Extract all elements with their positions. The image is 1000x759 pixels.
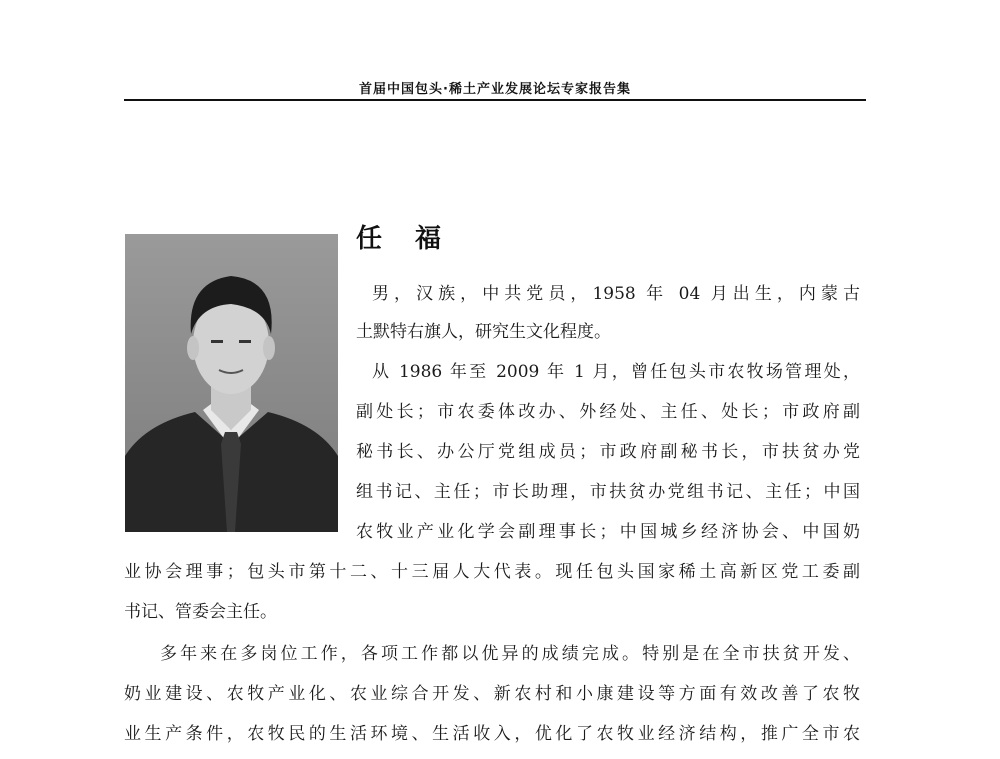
header-rule	[124, 99, 866, 101]
bio-line: 多年来在多岗位工作，各项工作都以优异的成绩完成。特别是在全市扶贫开发、	[160, 644, 860, 664]
person-name: 任 福	[356, 224, 454, 254]
bio-line: 副处长；市农委体改办、外经处、主任、处长；市政府副	[356, 402, 860, 422]
bio-line: 农牧业产业化学会副理事长；中国城乡经济协会、中国奶	[356, 522, 860, 542]
bio-line: 业生产条件，农牧民的生活环境、生活收入，优化了农牧业经济结构，推广全市农	[124, 724, 860, 744]
bio-line: 男，汉族，中共党员，1958 年 04 月出生，内蒙古	[372, 284, 860, 304]
bio-line: 从 1986 年至 2009 年 1 月，曾任包头市农牧场管理处，	[372, 362, 860, 382]
portrait-photo	[125, 234, 338, 532]
bio-line: 业协会理事；包头市第十二、十三届人大代表。现任包头国家稀土高新区党工委副	[124, 562, 860, 582]
bio-line: 土默特右旗人，研究生文化程度。	[356, 322, 611, 342]
header-title: 首届中国包头·稀土产业发展论坛专家报告集	[359, 82, 631, 97]
bio-line: 奶业建设、农牧产业化、农业综合开发、新农村和小康建设等方面有效改善了农牧	[124, 684, 860, 704]
bio-line: 组书记、主任；市长助理，市扶贫办党组书记、主任；中国	[356, 482, 860, 502]
bio-line: 秘书长、办公厅党组成员；市政府副秘书长，市扶贫办党	[356, 442, 860, 462]
bio-line: 书记、管委会主任。	[124, 602, 277, 622]
